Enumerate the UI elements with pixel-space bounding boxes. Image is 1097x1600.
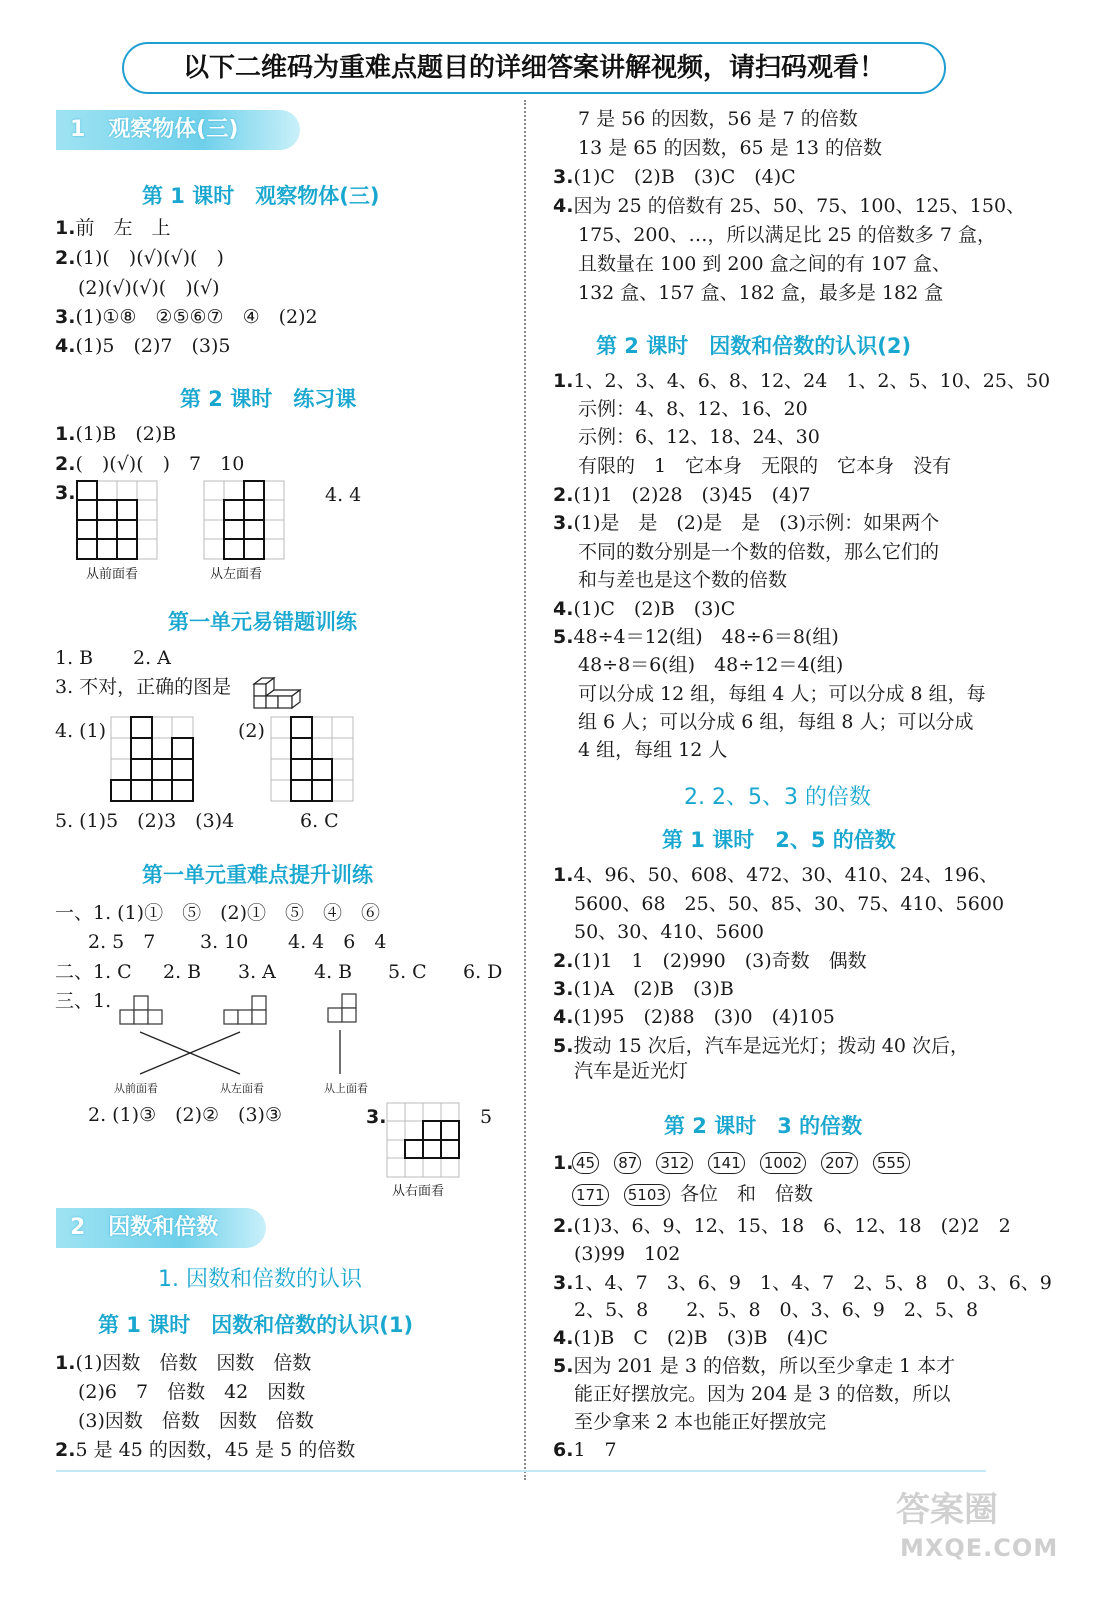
answer-line: 2. 5 7 <box>88 931 156 953</box>
answer-line: 2.( )(√)( ) 7 10 <box>55 453 245 475</box>
section-title: 第 1 课时 观察物体(三) <box>142 184 380 208</box>
circled-number: 5103 <box>624 1184 670 1206</box>
answer-line: 1.1、2、3、4、6、8、12、24 1、2、5、10、25、50 <box>553 370 1051 392</box>
answer-line: 2.(1)1 (2)28 (3)45 (4)7 <box>553 484 811 506</box>
answer-line: (2) <box>238 720 265 742</box>
grid-figure-4-2 <box>270 716 354 802</box>
answer-line: 4. (1) <box>55 720 107 742</box>
answer-line: 3.1、4、7 3、6、9 1、4、7 2、5、8 0、3、6、9 <box>553 1272 1052 1294</box>
answer-line: (3)因数 倍数 因数 倍数 <box>78 1410 314 1432</box>
circled-number: 87 <box>614 1152 641 1174</box>
grid-figure-4-1 <box>110 716 194 802</box>
answer-line: 各位 和 倍数 <box>680 1183 814 1205</box>
answer-line: 可以分成 12 组，每组 4 人；可以分成 8 组，每 <box>578 683 986 705</box>
answer-line: 5 <box>480 1106 493 1128</box>
circled-number: 207 <box>821 1152 858 1174</box>
answer-line: 4.(1)C (2)B (3)C <box>553 598 736 620</box>
figure-caption: 从左面看 <box>210 567 263 582</box>
grid-figure-left-view <box>203 480 285 560</box>
answer-line: 且数量在 100 到 200 盒之间的有 107 盒、 <box>578 253 952 275</box>
answer-line: 有限的 1 它本身 无限的 它本身 没有 <box>578 455 952 477</box>
answer-line: 示例：4、8、12、16、20 <box>578 398 808 420</box>
unit-2-header <box>56 1208 266 1248</box>
answer-line: 汽车是近光灯 <box>574 1060 689 1082</box>
answer-line: 2.(1)( )(√)(√)( ) <box>55 247 224 269</box>
answer-line: 1. B <box>55 647 94 669</box>
question-number: 1. <box>553 1152 574 1174</box>
answer-line: 3. 10 <box>200 931 249 953</box>
answer-line: 132 盒、157 盒、182 盒，最多是 182 盒 <box>578 282 944 304</box>
answer-line: 3. A <box>238 961 276 983</box>
answer-line: 2. (1)③ (2)② (3)③ <box>88 1104 283 1126</box>
answer-line: 5. (1)5 (2)3 (3)4 <box>55 810 235 832</box>
answer-line: 示例：6、12、18、24、30 <box>578 426 820 448</box>
question-number: 3. <box>366 1106 387 1128</box>
circled-number: 141 <box>708 1152 745 1174</box>
answer-line: 6. D <box>463 961 503 983</box>
circled-numbers-row-2 <box>572 1184 680 1206</box>
answer-line: 50、30、410、5600 <box>574 921 764 943</box>
answer-line: 2.5 是 45 的因数，45 是 5 的倍数 <box>55 1439 356 1461</box>
figure-caption: 从左面看 <box>220 1082 264 1095</box>
answer-line: 和与差也是这个数的倍数 <box>578 569 788 591</box>
answer-line: 至少拿来 2 本也能正好摆放完 <box>574 1411 827 1433</box>
answer-line: 4.(1)B C (2)B (3)B (4)C <box>553 1327 829 1349</box>
answer-line: 组 6 人；可以分成 6 组，每组 8 人；可以分成 <box>578 711 974 733</box>
answer-line: 二、1. C <box>55 961 132 983</box>
answer-line: 不同的数分别是一个数的倍数，那么它们的 <box>578 541 940 563</box>
cube-figure <box>250 674 310 714</box>
unit-1-header <box>56 110 300 150</box>
figure-caption: 从右面看 <box>392 1184 445 1199</box>
circled-numbers-row-1 <box>572 1152 920 1174</box>
section-title: 第 2 课时 3 的倍数 <box>664 1114 863 1138</box>
answer-line: 5.因为 201 是 3 的倍数，所以至少拿走 1 本才 <box>553 1355 956 1377</box>
answer-line: 一、1. (1)① ⑤ (2)① ⑤ ④ ⑥ <box>55 902 380 924</box>
figure-caption: 从上面看 <box>324 1082 368 1095</box>
answer-line: 4.(1)5 (2)7 (3)5 <box>55 335 231 357</box>
unit-2-title: 2 因数和倍数 <box>70 1215 219 1240</box>
answer-line: 1.(1)因数 倍数 因数 倍数 <box>55 1352 312 1374</box>
answer-line: 3.(1)A (2)B (3)B <box>553 978 734 1000</box>
matching-figure <box>110 990 380 1090</box>
answer-line: 13 是 65 的因数，65 是 13 的倍数 <box>578 137 882 159</box>
answer-line: 48÷8＝6(组) 48÷12＝4(组) <box>578 654 844 676</box>
answer-line: 2. B <box>163 961 202 983</box>
watermark-logo: 答案圈 <box>896 1490 998 1530</box>
unit-1-title: 1 观察物体(三) <box>70 117 239 142</box>
section-title: 第一单元易错题训练 <box>168 610 357 634</box>
answer-line: (2)6 7 倍数 42 因数 <box>78 1381 306 1403</box>
answer-line: 5600、68 25、50、85、30、75、410、5600 <box>574 893 1005 915</box>
answer-line: 2.(1)3、6、9、12、15、18 6、12、18 (2)2 2 <box>553 1215 1011 1237</box>
answer-line: 4 组，每组 12 人 <box>578 739 728 761</box>
section-title: 第一单元重难点提升训练 <box>142 863 373 887</box>
subsection-title: 1. 因数和倍数的认识 <box>158 1267 362 1292</box>
circled-number: 312 <box>656 1152 693 1174</box>
header-banner <box>122 42 946 94</box>
answer-line: 4. 4 6 4 <box>288 931 387 953</box>
banner-text: 以下二维码为重难点题目的详细答案讲解视频，请扫码观看！ <box>182 53 885 83</box>
answer-line: 3. 不对，正确的图是 <box>55 676 232 698</box>
answer-line: 1.(1)B (2)B <box>55 423 177 445</box>
answer-line: 2.(1)1 1 (2)990 (3)奇数 偶数 <box>553 950 867 972</box>
section-title: 第 1 课时 因数和倍数的认识(1) <box>98 1313 414 1337</box>
answer-line: 5. C <box>388 961 427 983</box>
answer-line: 175、200、…，所以满足比 25 的倍数多 7 盒， <box>578 224 996 246</box>
answer-line: 5.48÷4＝12(组) 48÷6＝8(组) <box>553 626 839 648</box>
circled-number: 555 <box>873 1152 910 1174</box>
answer-line: 4.因为 25 的倍数有 25、50、75、100、125、150、 <box>553 195 1026 217</box>
answer-line: (3)99 102 <box>574 1243 681 1265</box>
answer-line: 4.(1)95 (2)88 (3)0 (4)105 <box>553 1006 835 1028</box>
answer-line: 1.前 左 上 <box>55 217 171 239</box>
grid-figure-right-view <box>386 1102 460 1178</box>
answer-line: 2、5、8 2、5、8 0、3、6、9 2、5、8 <box>574 1299 979 1321</box>
answer-line: 6.1 7 <box>553 1439 617 1461</box>
answer-line: (2)(√)(√)( )(√) <box>78 277 220 299</box>
section-title: 第 2 课时 练习课 <box>180 387 357 411</box>
answer-line: 3.(1)①⑧ ②⑤⑥⑦ ④ (2)2 <box>55 306 318 328</box>
answer-line: 5.拨动 15 次后，汽车是远光灯；拨动 40 次后， <box>553 1035 969 1057</box>
column-divider <box>524 100 526 1480</box>
watermark-url: MXQE.COM <box>900 1534 1059 1562</box>
answer-line: 4. B <box>314 961 353 983</box>
answer-line: 1.4、96、50、608、472、30、410、24、196、 <box>553 864 999 886</box>
question-number: 3. <box>55 482 76 504</box>
figure-caption: 从前面看 <box>86 567 139 582</box>
answer-line: 三、1. <box>55 990 112 1012</box>
answer-line: 3.(1)是 是 (2)是 是 (3)示例：如果两个 <box>553 512 940 534</box>
answer-line: 6. C <box>300 810 339 832</box>
section-title: 第 1 课时 2、5 的倍数 <box>662 828 896 852</box>
answer-line: 能正好摆放完。因为 204 是 3 的倍数，所以 <box>574 1383 951 1405</box>
figure-caption: 从前面看 <box>114 1082 158 1095</box>
answer-line: 4. 4 <box>325 484 362 506</box>
grid-figure-front-view <box>76 480 158 560</box>
subsection-title: 2. 2、5、3 的倍数 <box>684 785 871 810</box>
section-title: 第 2 课时 因数和倍数的认识(2) <box>596 334 912 358</box>
circled-number: 1002 <box>760 1152 806 1174</box>
answer-line: 3.(1)C (2)B (3)C (4)C <box>553 166 796 188</box>
circled-number: 45 <box>572 1152 599 1174</box>
footer-rule <box>56 1470 986 1472</box>
circled-number: 171 <box>572 1184 609 1206</box>
answer-line: 2. A <box>133 647 171 669</box>
answer-line: 7 是 56 的因数，56 是 7 的倍数 <box>578 108 858 130</box>
